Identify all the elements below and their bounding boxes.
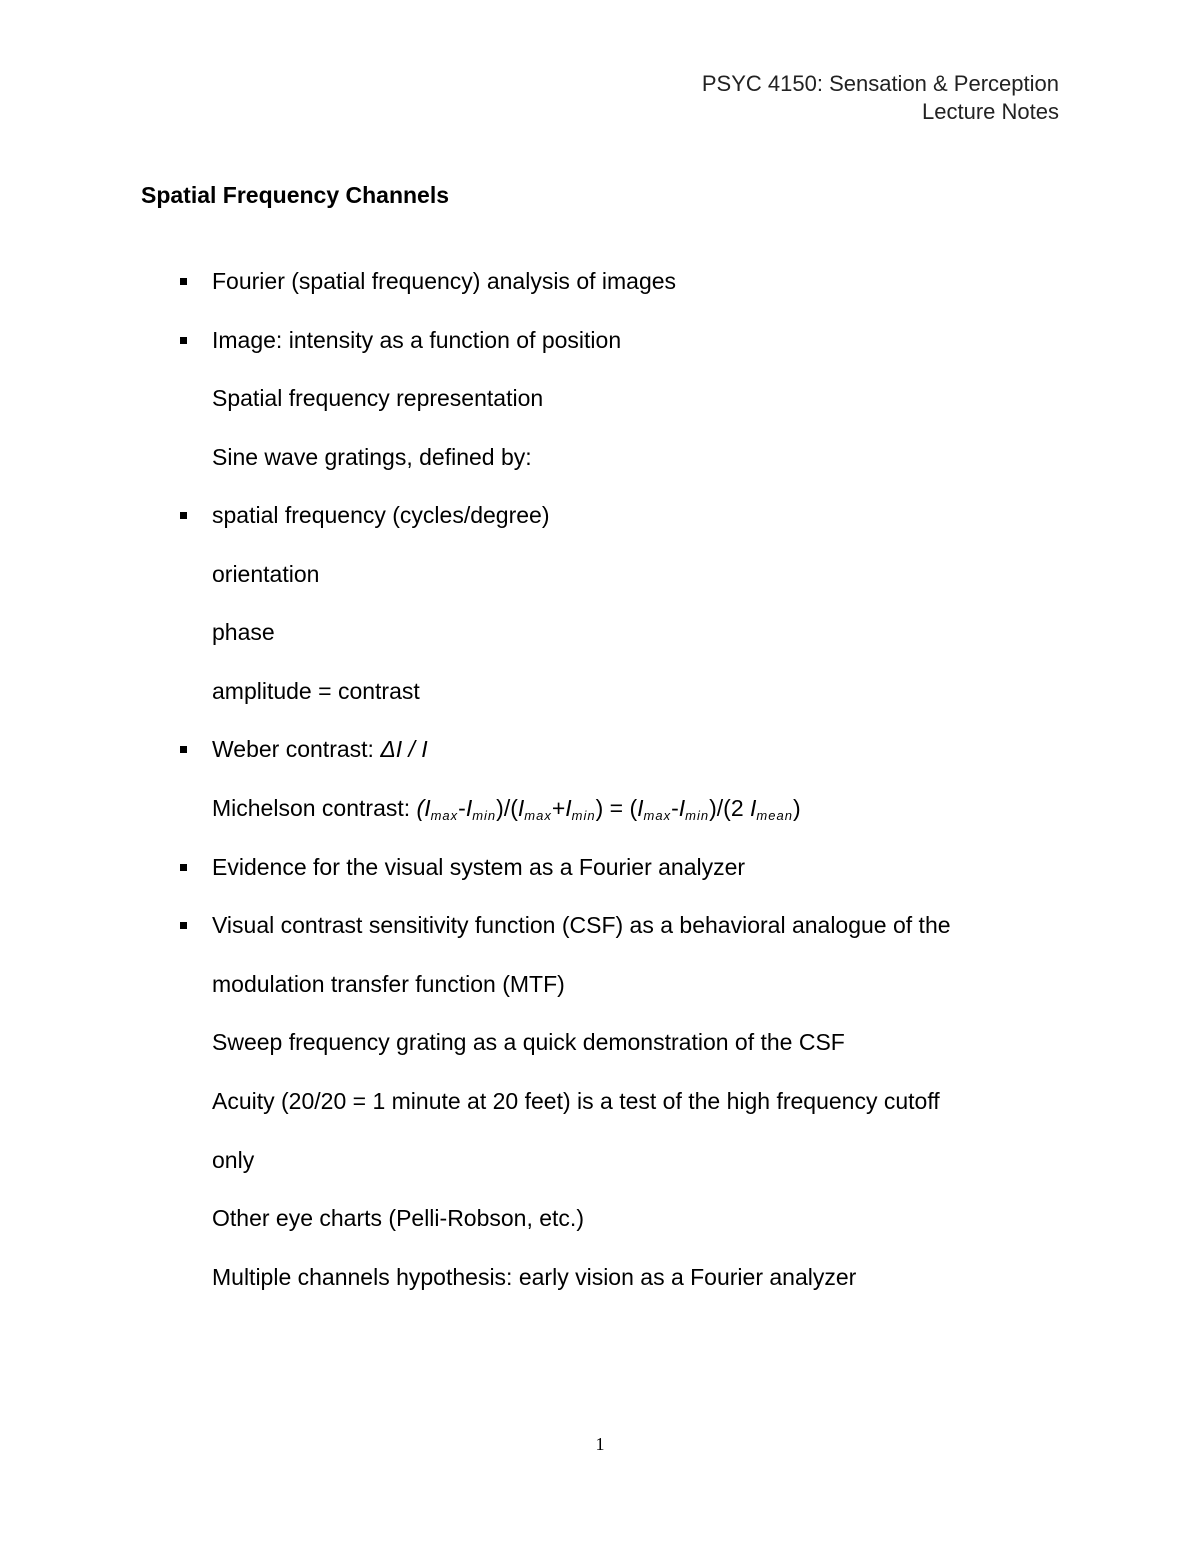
- weber-contrast-line: [212, 734, 428, 764]
- weber-label: Weber contrast:: [212, 736, 381, 762]
- list-item: modulation transfer function (MTF): [212, 971, 565, 997]
- list-item: spatial frequency (cycles/degree): [212, 502, 550, 528]
- list-item: Evidence for the visual system as a Fourier analyzer: [212, 854, 746, 880]
- bullet-marker: [180, 864, 187, 871]
- subscript: mean: [756, 808, 793, 823]
- formula-part: I: [750, 795, 757, 821]
- formula-part: I: [424, 795, 431, 821]
- list-item: Multiple channels hypothesis: early vision as a Fourier analyzer: [212, 1264, 857, 1290]
- weber-formula: ΔI / I: [380, 736, 428, 762]
- subscript: min: [571, 808, 596, 823]
- bullet-marker: [180, 278, 187, 285]
- list-item: Fourier (spatial frequency) analysis of images: [212, 268, 677, 294]
- subscript: min: [472, 808, 497, 823]
- formula-part: +: [551, 795, 566, 821]
- list-item: Spatial frequency representation: [212, 385, 544, 411]
- formula-part: ): [792, 795, 801, 821]
- section-title: Spatial Frequency Channels: [141, 182, 450, 208]
- bullet-marker: [180, 337, 187, 344]
- list-item: phase: [212, 619, 275, 645]
- formula-part: -: [671, 795, 679, 821]
- formula-part: I: [517, 795, 525, 821]
- page-number: 1: [595, 1434, 605, 1454]
- formula-part: I: [465, 795, 473, 821]
- list-item: orientation: [212, 561, 320, 587]
- list-item: only: [212, 1147, 255, 1173]
- formula-part: (: [416, 795, 425, 821]
- formula-part: I: [678, 795, 686, 821]
- bullet-marker: [180, 512, 187, 519]
- list-item: Sweep frequency grating as a quick demonstration of the CSF: [212, 1029, 845, 1055]
- formula-part: I: [637, 795, 644, 821]
- course-title: PSYC 4150: Sensation & Perception: [701, 71, 1059, 96]
- formula-part: I: [565, 795, 572, 821]
- formula-part: -: [458, 795, 466, 821]
- list-item: Acuity (20/20 = 1 minute at 20 feet) is a test of the high frequency cutoff: [212, 1088, 940, 1114]
- list-item: amplitude = contrast: [212, 678, 420, 704]
- formula-part: ) = (: [595, 795, 638, 821]
- subscript: max: [524, 808, 552, 823]
- list-item: Other eye charts (Pelli-Robson, etc.): [212, 1205, 584, 1231]
- michelson-label: Michelson contrast:: [212, 795, 417, 821]
- michelson-contrast-line: [212, 793, 801, 831]
- list-item: Sine wave gratings, defined by:: [212, 444, 532, 470]
- list-item: Image: intensity as a function of position: [212, 327, 622, 353]
- bullet-marker: [180, 746, 187, 753]
- header-subtitle: Lecture Notes: [922, 99, 1059, 124]
- subscript: max: [430, 808, 459, 823]
- bullet-marker: [180, 922, 187, 929]
- formula-part: )/(: [496, 795, 518, 821]
- subscript: max: [643, 808, 672, 823]
- page-header: [702, 70, 1059, 126]
- subscript: min: [685, 808, 710, 823]
- formula-part: )/(2: [709, 795, 751, 821]
- list-item: Visual contrast sensitivity function (CSF) as a behavioral analogue of the: [212, 912, 951, 938]
